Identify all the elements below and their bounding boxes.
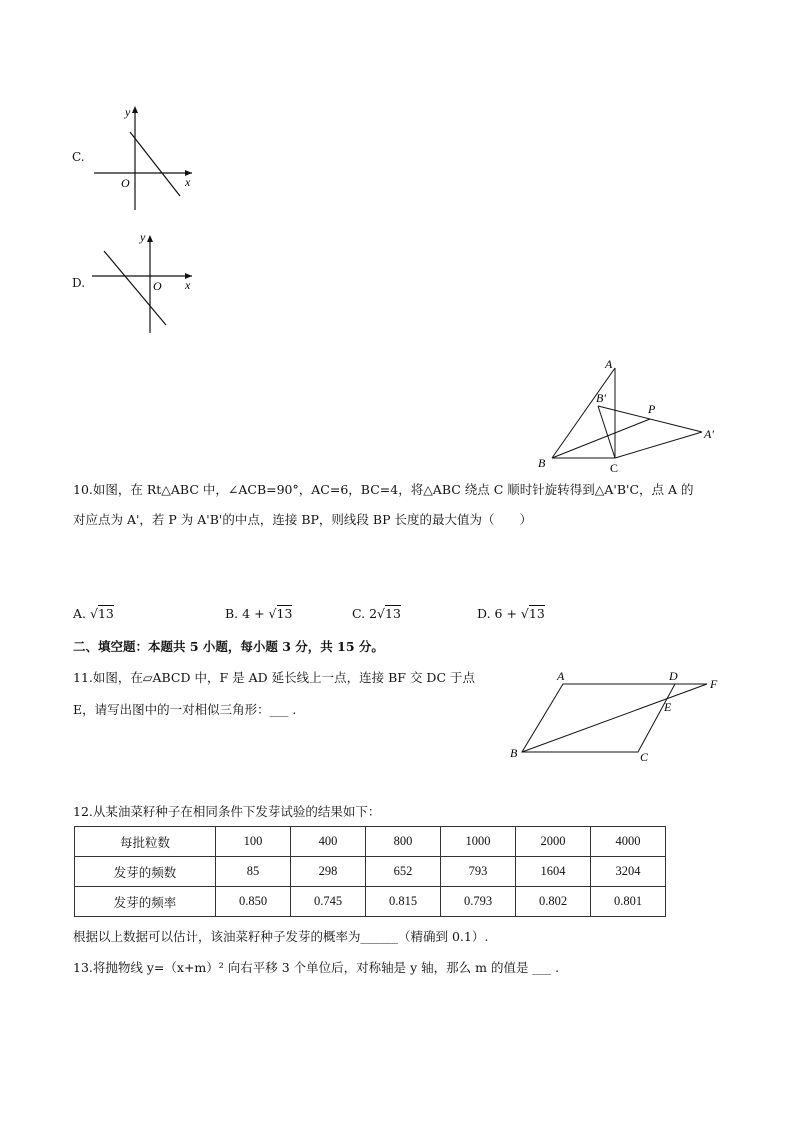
table-cell: 100: [216, 827, 291, 857]
q10-label-B: B: [538, 456, 546, 470]
table-cell: 85: [216, 857, 291, 887]
germination-table: [74, 826, 666, 917]
q10-label-Bprime: B′: [596, 391, 606, 405]
q10-label-A: A: [605, 357, 613, 371]
table-cell: 800: [366, 827, 441, 857]
table-cell: 4000: [591, 827, 666, 857]
q10-label-C: C: [610, 461, 619, 475]
table-cell: 0.802: [516, 887, 591, 917]
table-cell: 0.801: [591, 887, 666, 917]
q10-option-b: B. 4 + √13: [225, 606, 293, 621]
q10-stem-line1: 10.如图，在 Rt△ABC 中，∠ACB=90°，AC=6，BC=4，将△ABC 绕点 C 顺时针旋转得到△A'B'C，点 A 的: [73, 482, 694, 497]
q10-option-c: C. 2√13: [352, 606, 401, 621]
q10-option-a: A. √13: [73, 606, 114, 621]
q11-label-B: B: [510, 746, 518, 760]
table-cell: 发芽的频率: [75, 887, 216, 917]
option-c-graph: [88, 100, 208, 215]
d-origin: O: [153, 279, 162, 293]
c-axis-x: x: [185, 175, 191, 189]
c-axis-y: y: [125, 105, 131, 119]
q11-label-C: C: [640, 750, 649, 764]
table-cell: 298: [291, 857, 366, 887]
table-cell: 2000: [516, 827, 591, 857]
q11-label-F: F: [710, 677, 718, 691]
table-cell: 每批粒数: [75, 827, 216, 857]
q12-intro: 12.从某油菜籽种子在相同条件下发芽试验的结果如下：: [73, 804, 381, 819]
q10-stem-line2: 对应点为 A'，若 P 为 A'B'的中点，连接 BP，则线段 BP 长度的最大值为（ ）: [73, 512, 532, 527]
d-axis-x: x: [185, 278, 191, 292]
q11-stem-line2: E，请写出图中的一对相似三角形：___ .: [73, 702, 297, 717]
section-title: 二、填空题：本题共 5 小题，每小题 3 分，共 15 分。: [73, 639, 384, 654]
q11-stem-line1: 11.如图，在▱ABCD 中，F 是 AD 延长线上一点，连接 BF 交 DC 于点: [73, 670, 475, 685]
q11-label-E: E: [664, 700, 672, 714]
table-cell: 1000: [441, 827, 516, 857]
table-cell: 1604: [516, 857, 591, 887]
table-row: [75, 857, 666, 887]
d-axis-y: y: [140, 230, 146, 244]
q10-option-d: D. 6 + √13: [477, 606, 545, 621]
q10-label-Aprime: A′: [704, 427, 714, 441]
c-origin: O: [121, 176, 130, 190]
table-cell: 652: [366, 857, 441, 887]
table-cell: 发芽的频数: [75, 857, 216, 887]
q12-conclusion: 根据以上数据可以估计，该油菜籽种子发芽的概率为______（精确到 0.1）.: [73, 929, 489, 944]
q10-figure: [530, 350, 730, 480]
table-cell: 3204: [591, 857, 666, 887]
option-d-graph: [88, 225, 208, 340]
option-d-label: D.: [72, 276, 86, 290]
table-row: [75, 827, 666, 857]
q11-label-D: D: [669, 669, 678, 683]
table-cell: 400: [291, 827, 366, 857]
table-cell: 0.815: [366, 887, 441, 917]
table-row: [75, 887, 666, 917]
table-cell: 793: [441, 857, 516, 887]
option-c-label: C.: [72, 150, 85, 164]
table-cell: 0.793: [441, 887, 516, 917]
table-cell: 0.850: [216, 887, 291, 917]
q10-label-P: P: [648, 402, 656, 416]
q13-stem: 13.将抛物线 y=（x+m）² 向右平移 3 个单位后，对称轴是 y 轴，那么 m 的值是 ___ .: [73, 960, 560, 975]
q11-figure: [505, 665, 735, 770]
q11-label-A: A: [557, 669, 565, 683]
table-cell: 0.745: [291, 887, 366, 917]
